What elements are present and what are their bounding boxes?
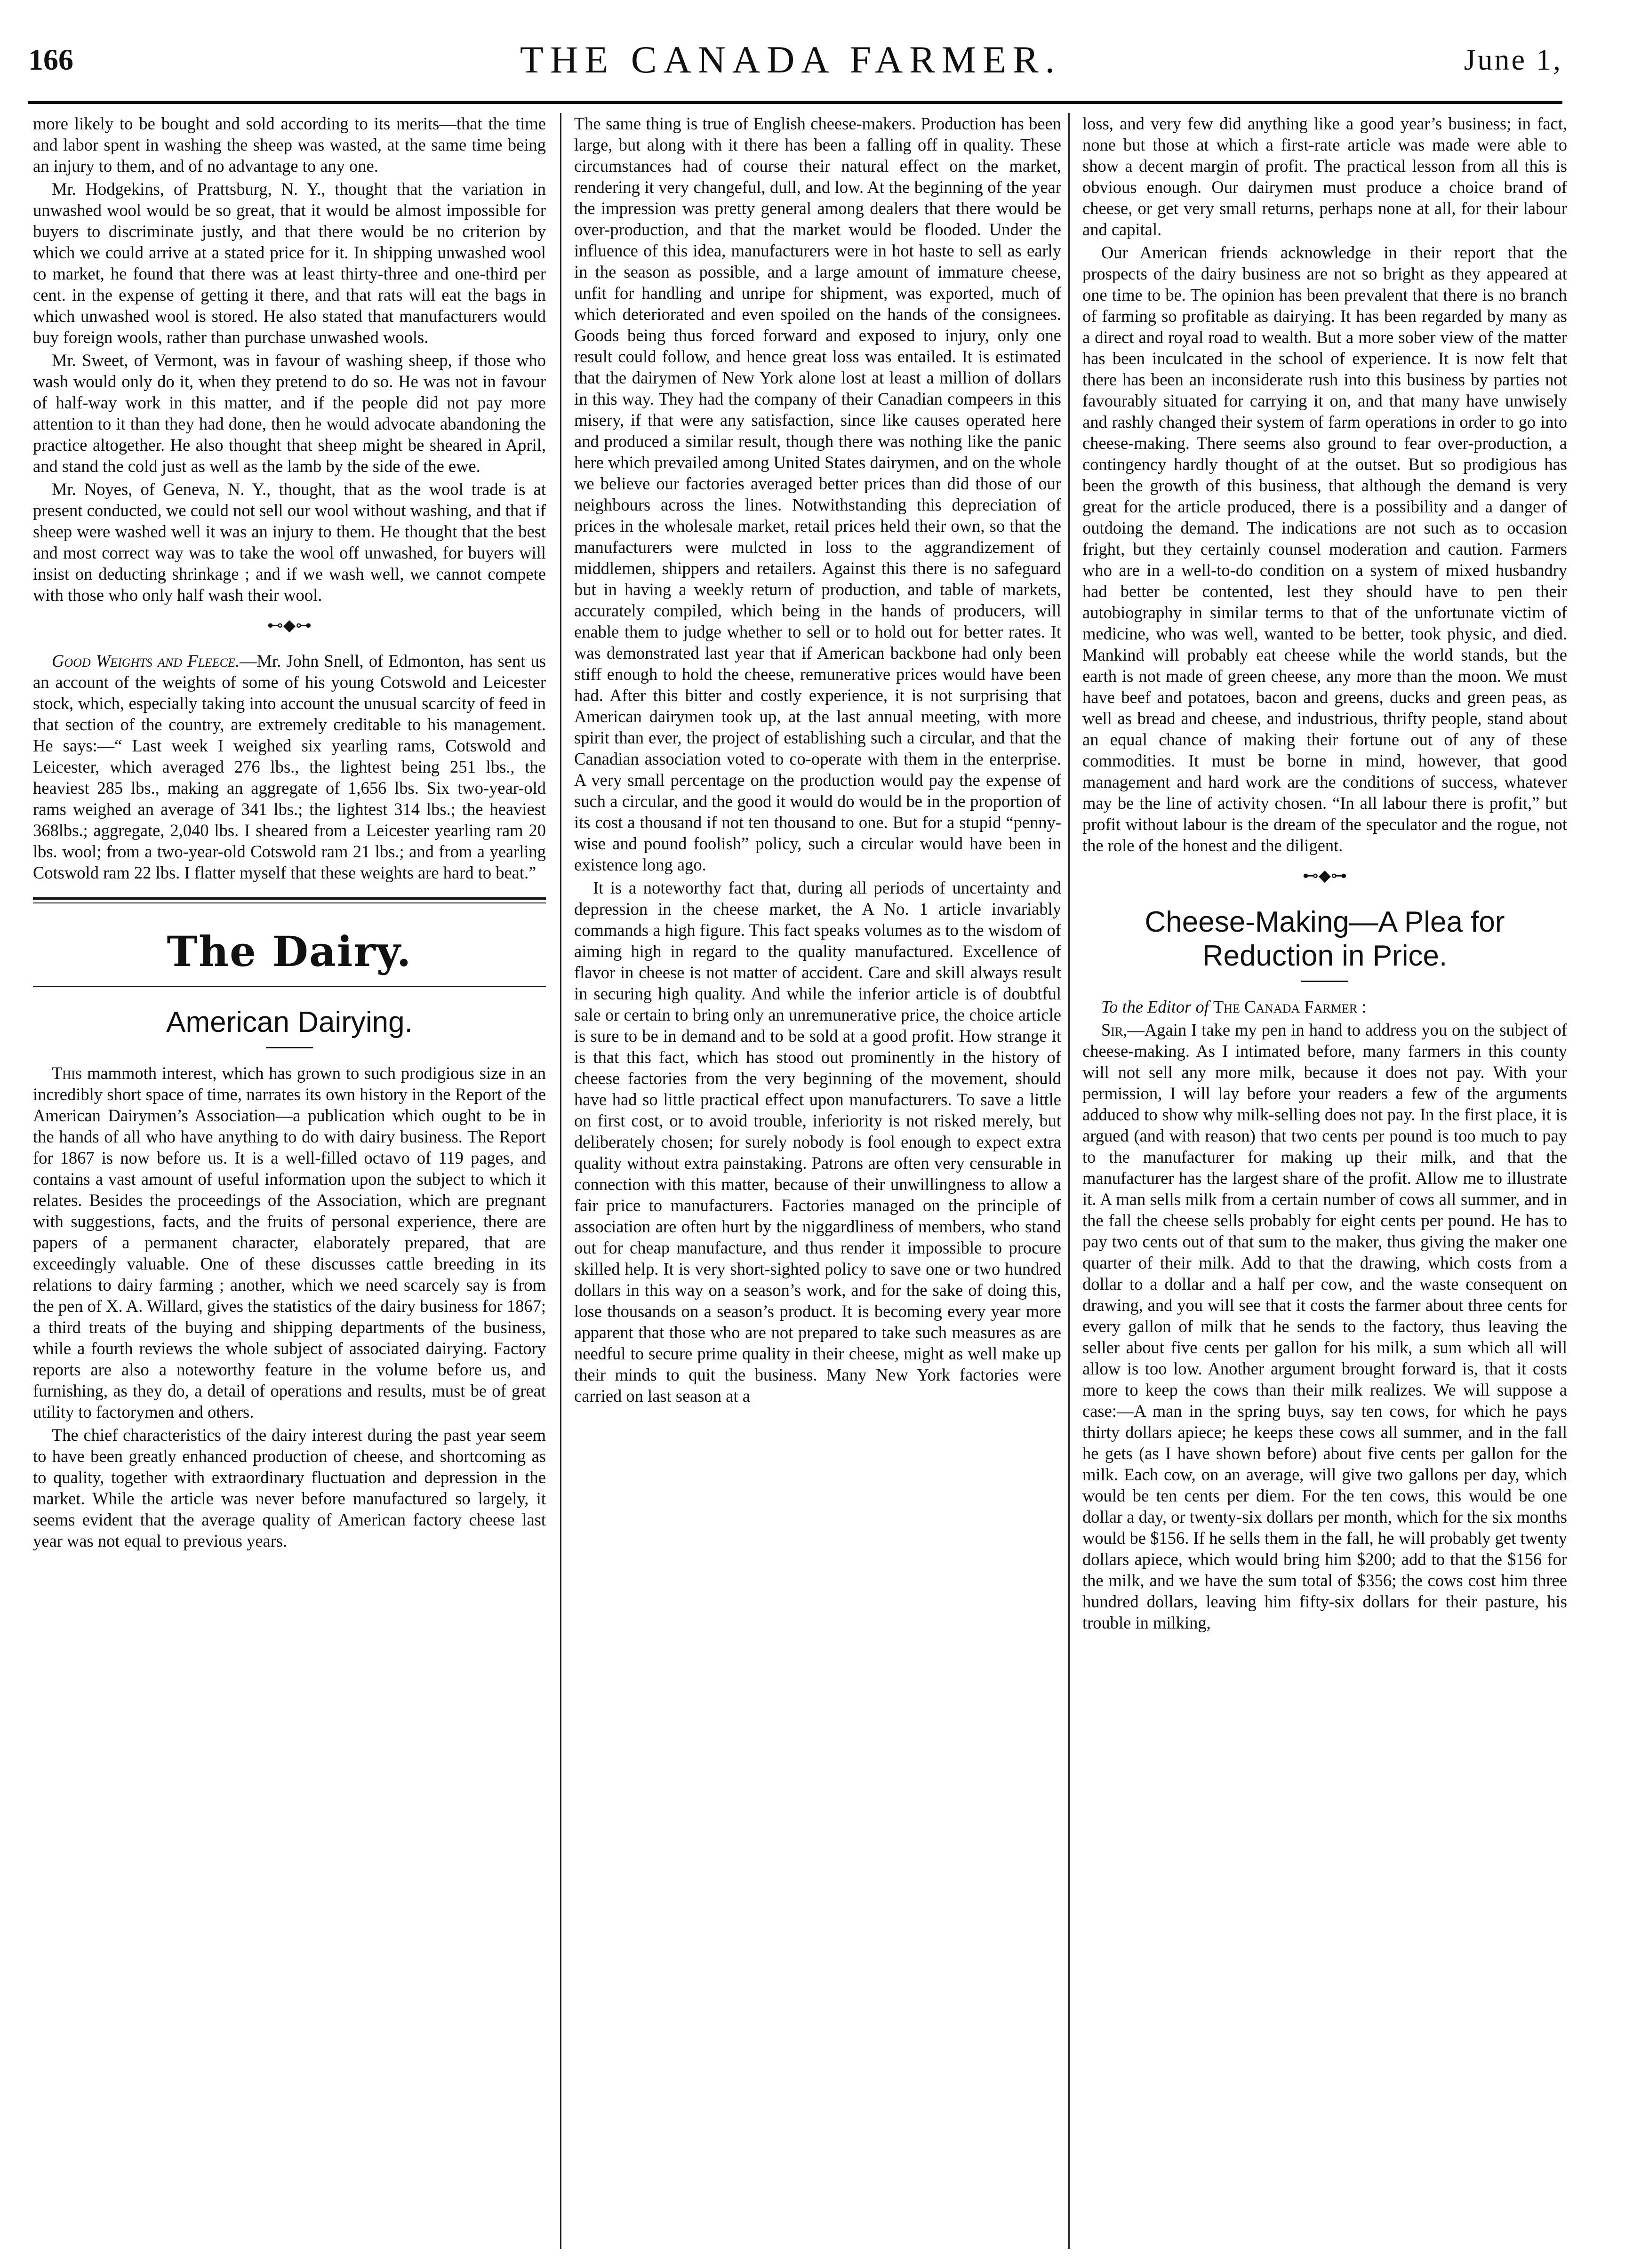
- newspaper-title: THE CANADA FARMER.: [520, 38, 1062, 81]
- letter-salutation: [1082, 996, 1567, 1017]
- paragraph-letter: [1082, 1019, 1567, 1633]
- section-heading: The Dairy.: [167, 927, 412, 976]
- section-ornament: ⊷◆⊶: [267, 617, 312, 634]
- paragraph: The chief characteristics of the dairy interest during the past year seem to have been greatly enhanced production of cheese, and shortcoming as to quality, together with extraordinary fluctuation and depression in the market. While the article was never before manufactured so largely, it seems evident that the average quality of American factory cheese last year was not equal to previous years.: [33, 1425, 546, 1550]
- paragraph: loss, and very few did anything like a good year’s business; in fact, none but those at which a first-rate article was made were able to show a decent margin of profit. The practical lesson from all this is obvious enough. Our dairymen must produce a choice brand of cheese, or get very small returns, perhaps none at all, for their labour and capital.: [1082, 114, 1567, 239]
- section-rule: [33, 902, 546, 903]
- to-editor-prefix: To the Editor of: [1101, 997, 1209, 1016]
- column-3: [1082, 113, 1567, 2249]
- paragraph-body: —Again I take my pen in hand to address you on the subject of cheese-making. As I intimated before, many farmers in this county will not sell any more milk, because it does not pay. With your permission, I will lay before your readers a few of the arguments adduced to show why milk-selling does not pay. In the first place, it is argued (and with reason) that two cents per pound is too much to pay to the manufacturer for making up their milk, and that the manufacturer has the largest share of the profit. Allow me to illustrate it. A man sells milk from a certain number of cows all summer, and in the fall the cheese sells probably for eight cents per pound. He has to pay two cents out of that sum to the maker, thus giving the maker one quarter of their milk. Add to that the drawing, which costs from a dollar to a dollar and a half per cow, and the waste consequent on drawing, and you will see that it costs the farmer about three cents for every gallon of milk that he sends to the factory, thus leaving the seller about five cents per gallon for his milk, a sum which all will allow is too low. Another argument brought forward is, that it costs more to keep the cows than their milk realizes. We will suppose a case:—A man in the spring buys, say ten cows, for which he pays thirty dollars apiece; he keeps these cows all summer, and in the fall he gets (as I have shown before) about five cents per gallon for the milk. Each cow, on an average, will give two gallons per day, which would be ten cents per diem. For the ten cows, this would be one dollar a day, or twenty-six dollars per month, which for the six months would be $156. If he sells them in the fall, he will probably get twenty dollars apiece, which would bring him $200; add to that the $156 for the milk, and we have the sum total of $356; the cows cost him three hundred dollars, leaving him fifty-six dollars for their pasture, his trouble in milking,: [1082, 1020, 1567, 1632]
- paragraph: Mr. Noyes, of Geneva, N. Y., thought, that as the wool trade is at present conducted, we could not sell our wool without washing, and that if sheep were washed well it was an injury to them. He thought that the best and most correct way was to take the wool off unwashed, for buyers will insist on deducting shrinkage ; and if we wash well, we cannot compete with those who only half wash their wool.: [33, 479, 546, 605]
- title-rule: [1301, 981, 1348, 982]
- paragraph: Mr. Hodgekins, of Prattsburg, N. Y., thought that the variation in unwashed wool would be so great, that it would be almost impossible for buyers to discriminate justly, and that there would be no criterion by which we could arrive at a stated price for it. In shipping unwashed wool to market, he found that there was at least thirty-three and one-third per cent. in the expense of getting it there, and that rats will eat the bags in which unwashed wool is stored. He also stated that manufacturers would buy foreign wools, rather than purchase unwashed wools.: [33, 179, 546, 347]
- paragraph-lead: This: [52, 1063, 82, 1083]
- issue-date: June 1,: [1464, 43, 1562, 76]
- section-ornament: ⊷◆⊶: [1302, 867, 1347, 885]
- to-editor-suffix: :: [1357, 997, 1367, 1016]
- masthead-rule: [28, 101, 1562, 104]
- to-editor-paper: The Canada Farmer: [1213, 997, 1358, 1016]
- paragraph: more likely to be bought and sold according to its merits—that the time and labor spent in washing the sheep was wasted, at the same time being an injury to them, and of no advantage to any one.: [33, 114, 546, 176]
- paragraph: Mr. Sweet, of Vermont, was in favour of washing sheep, if those who wash would only do it, when they pretend to do so. He was not in favour of half-way work in this matter, and if the people did not pay more attention to it than they had done, then he would advocate abandoning the practice altogether. He also thought that sheep might be sheared in April, and stand the cold just as well as the lamb by the side of the ewe.: [33, 351, 546, 476]
- paragraph: Our American friends acknowledge in their report that the prospects of the dairy business are not so bright as they appeared at one time to be. The opinion has been prevalent that there is no branch of farming so profitable as dairying. It has been regarded by many as a direct and royal road to wealth. But a more sober view of the matter has been inculcated in the school of experience. It is now felt that there has been an inconsiderate rush into this business by parties not favourably situated for carrying it on, and that many have unwisely and rashly changed their system of farm operations in order to go into cheese-making. There seems also ground to fear over-production, a contingency hardly thought of at the outset. But so prodigious has been the growth of this business, that although the demand is very great for the article produced, there is a possibility and a danger of outdoing the demand. The indications are not such as to occasion fright, but they certainly counsel moderation and caution. Farmers who are in a well-to-do condition on a system of mixed husbandry had better be contented, lest they should have to pen their autobiography in similar terms to that of the unfortunate victim of medicine, who was well, wanted to be better, took physic, and died. Mankind will probably eat cheese while the world stands, but the earth is not made of green cheese, any more than the moon. We must have beef and potatoes, bacon and greens, ducks and green peas, as well as bread and cheese, and industrious, thrifty people, stand about an equal chance of making their fortune out of any of these commodities. It must be borne in mind, however, that good management and hard work are the conditions of success, whatever may be the line of activity chosen. “In all labour there is profit,” but profit without labour is the dream of the speculator and the rogue, not the role of the honest and the diligent.: [1082, 243, 1567, 855]
- title-rule: [266, 1047, 313, 1048]
- masthead: [19, 28, 1562, 89]
- column-1: [33, 113, 546, 2249]
- paragraph: It is a noteworthy fact that, during all periods of uncertainty and depression in the cheese market, the A No. 1 article invariably commands a high figure. This fact speaks volumes as to the wisdom of aiming high in regard to the quality manufactured. Excellence of flavor in cheese is not matter of accident. Care and skill always result in securing high quality. And while the inferior article is of doubtful sale or certain to bring only an unremunerative price, the choice article is sure to be in demand and to be sold at a good profit. How strange it is that this fact, which has stood out prominently in the history of cheese factories from the very beginning of the movement, should have had so little practical effect upon manufacturers. To save a little on first cost, or to avoid trouble, inferiority is not risked merely, but deliberately chosen; for surely nobody is fool enough to expect extra quality without extra painstaking. Patrons are often very censurable in connection with this matter, because of their unwillingness to allow a fair price to manufacturers. Factories managed on the principle of association are often hurt by the niggardliness of members, who stand out for cheap manufacture, and thus render it impossible to procure skilled help. It is very short-sighted policy to save one or two hundred dollars in this way on a season’s work, and for the sake of doing this, lose thousands on a season’s product. It is becoming every year more apparent that those who are not prepared to take such measures as are needful to secure prime quality in their cheese, might as well make up their minds to quit the business. Many New York factories were carried on last season at a: [574, 878, 1061, 1406]
- page-number: 166: [28, 43, 73, 76]
- paragraph-lead: Sir,: [1101, 1020, 1128, 1039]
- paragraph-lead: Good Weights and Fleece.: [52, 651, 240, 671]
- section-rule: [33, 986, 546, 987]
- paragraph-good-weights: [33, 650, 546, 883]
- article-title: Cheese-Making—A Plea for Reduction in Price.: [1145, 906, 1505, 972]
- paragraph-body: —Mr. John Snell, of Edmonton, has sent us an account of the weights of some of his young Cotswold and Leicester stock, which, especially taking into account the unusual scarcity of feed in that section of the country, are extremely creditable to his management. He says:—“ Last week I weighed six yearling rams, Cotswold and Leicester, which averaged 276 lbs., the lightest being 251 lbs., the heaviest 285 lbs., making an aggregate of 1,656 lbs. Six two-year-old rams weighed an average of 341 lbs.; the lightest 314 lbs.; the heaviest 368lbs.; aggregate, 2,040 lbs. I sheared from a Leicester yearling ram 20 lbs. wool; from a two-year-old Cotswold ram 21 lbs.; and from a yearling Cotswold ram 22 lbs. I flatter myself that these weights are hard to beat.”: [33, 651, 546, 882]
- column-divider: [1068, 113, 1070, 2249]
- paragraph-american-dairying: [33, 1062, 546, 1422]
- column-divider: [560, 113, 561, 2249]
- column-2: [574, 113, 1061, 2249]
- article-title: American Dairying.: [166, 1006, 413, 1038]
- paragraph: The same thing is true of English cheese-makers. Production has been large, but along with it there has been a falling off in quality. These circumstances had of course their natural effect on the market, rendering it very changeful, dull, and low. At the beginning of the year the impression was pretty general among dealers that there would be over-production, and that the market would be flooded. Under the influence of this idea, manufacturers were in hot haste to sell as early in the season as possible, and a large amount of immature cheese, unfit for handling and unripe for shipment, was exported, much of which deteriorated and even spoiled on the hands of the consignees. Goods being thus forced forward and exposed to injury, only one result could follow, and hence great loss was entailed. It is estimated that the dairymen of New York alone lost at least a million of dollars in this way. They had the company of their Canadian compeers in this misery, if that were any satisfaction, since like causes operated here and produced a similar result, though there was nothing like the panic here which prevailed among United States dairymen, and on the whole we believe our factories averaged better prices than did those of our neighbours across the lines. Notwithstanding this depreciation of prices in the wholesale market, retail prices held their own, so that the manufacturers were mulcted in loss to the aggrandizement of middlemen, shippers and retailers. Against this there is no safeguard but in having a weekly return of production, and table of markets, accurately compiled, which being in the hands of producers, will enable them to judge whether to sell or to hold out for better rates. It was demonstrated last year that if American backbone had only been stiff enough to hold the cheese, remunerative prices would have been had. After this bitter and costly experience, it is not surprising that American dairymen took up, at the last annual meeting, with more spirit than ever, the project of establishing such a circular, and that the Canadian association voted to co-operate with them in the enterprise. A very small percentage on the production would pay the expense of such a circular, and the good it would do would be in the proportion of its cost a thousand if not ten thousand to one. But for a stupid “penny-wise and pound foolish” policy, such a circular would have been in existence long ago.: [574, 114, 1061, 874]
- section-rule: [33, 897, 546, 900]
- paragraph-body: mammoth interest, which has grown to such prodigious size in an incredibly short space of time, narrates its own history in the Report of the American Dairymen’s Association—a publication which ought to be in the hands of all who have anything to do with dairy business. The Report for 1867 is now before us. It is a well-filled octavo of 119 pages, and contains a vast amount of useful information upon the subject to which it relates. Besides the proceedings of the Association, which are pregnant with suggestions, facts, and the fruits of personal experience, there are papers of a permanent character, elaborately prepared, that are exceedingly valuable. One of these discusses cattle breeding in its relations to dairy farming ; another, which we need scarcely say is from the pen of X. A. Willard, gives the statistics of the dairy business for 1867; a third treats of the buying and shipping departments of the business, while a fourth reviews the whole subject of associated dairying. Factory reports are also a noteworthy feature in the volume before us, and furnishing, as they do, a detail of operations and results, must be of great utility to factorymen and others.: [33, 1063, 546, 1421]
